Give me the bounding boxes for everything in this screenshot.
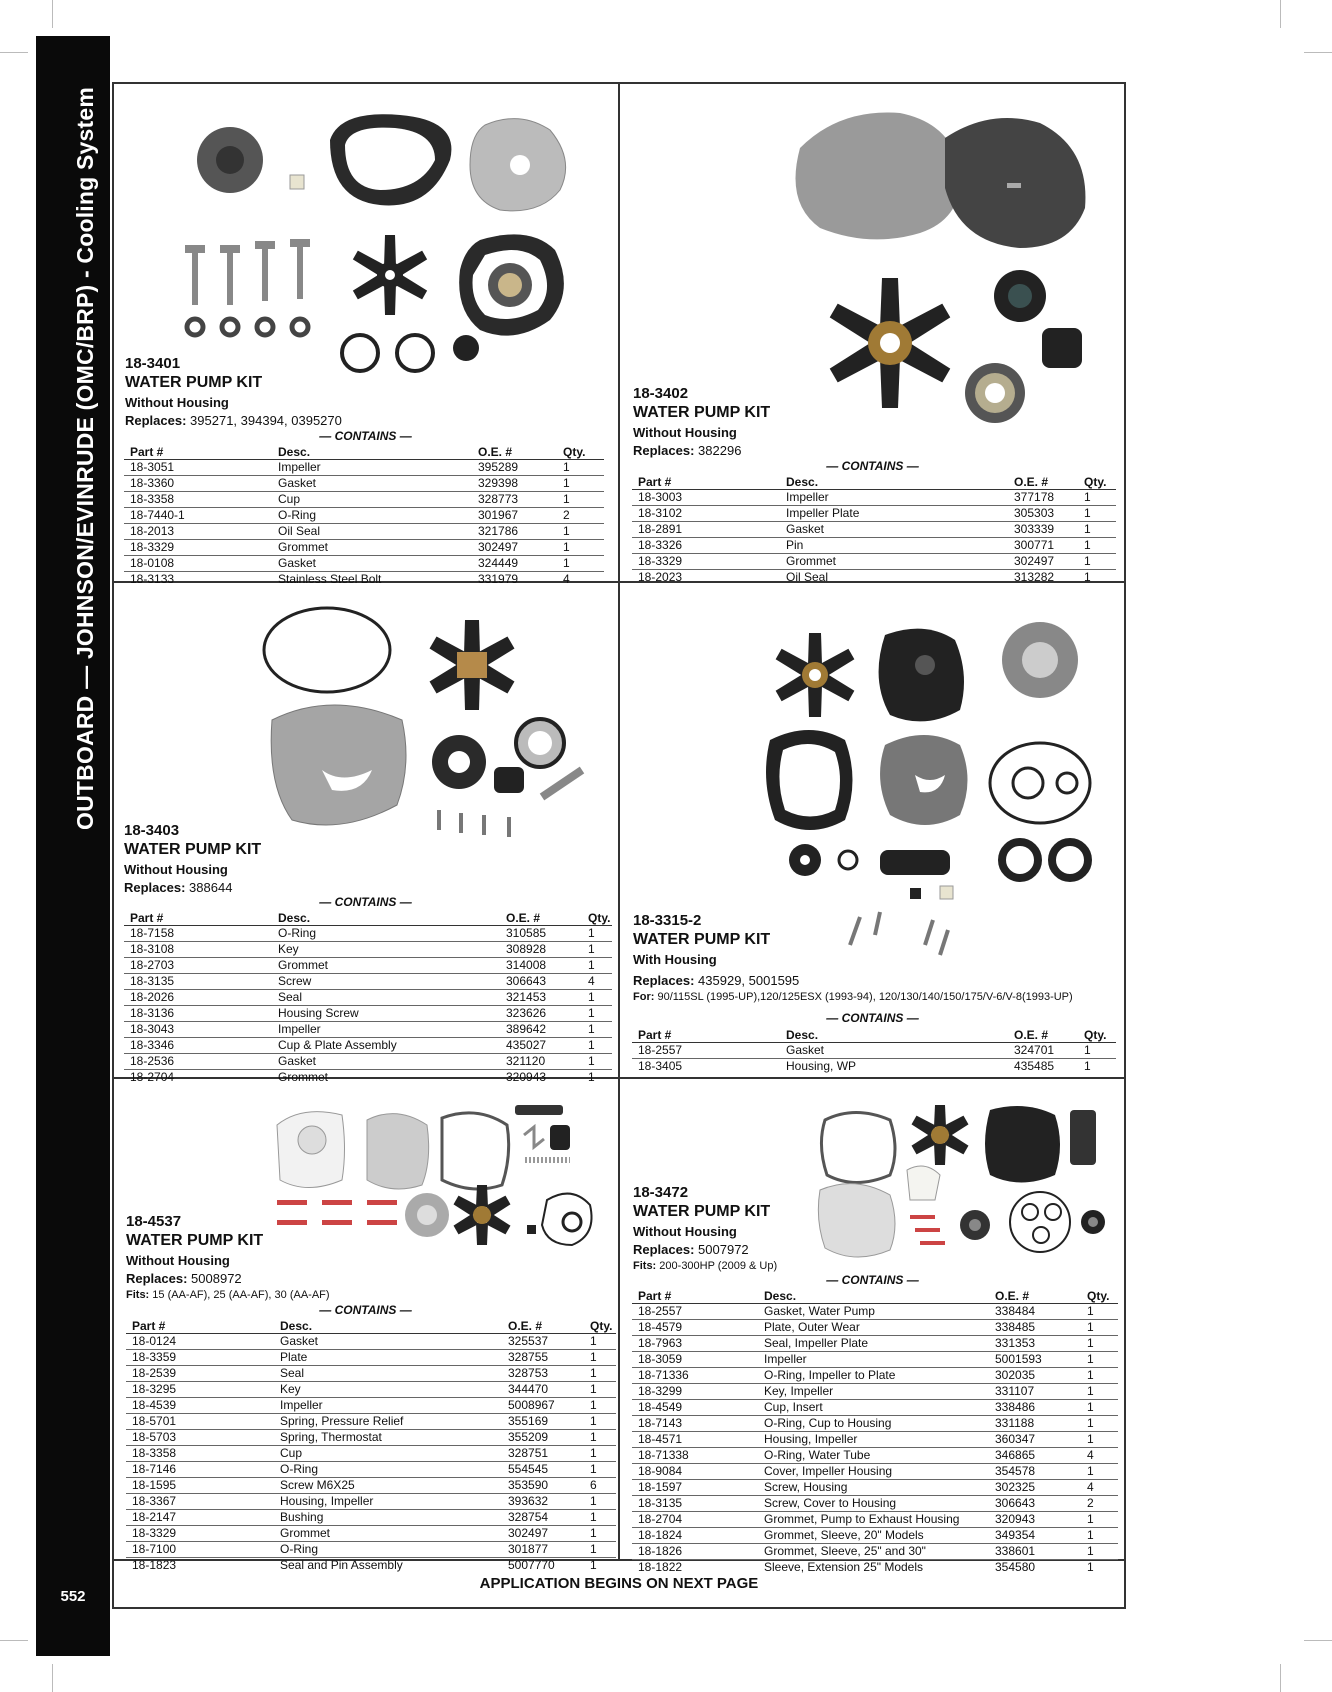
table-row: 18-2536 Gasket 321120 1 [124,1054,612,1070]
kit-part-number: 18-3472 [633,1184,689,1201]
table-row: 18-0108 Gasket 324449 1 [124,556,604,572]
table-row: 18-1823 Seal and Pin Assembly 5007770 1 [132,1558,597,1572]
kit-18-3315-2-info [633,912,1073,1003]
table-row: 18-4539 Impeller 5008967 1 [126,1398,616,1414]
table-row: 18-1826 Grommet, Sleeve, 25" and 30" 338601 1 [632,1544,1118,1560]
kit-part-number: 18-3402 [633,385,689,402]
kit-18-3402-info [633,385,770,458]
kit-18-3315-2-photo [765,620,1105,960]
table-row: 18-4549 Cup, Insert 338486 1 [632,1400,1118,1416]
table-row: 18-3135 Screw 306643 4 [124,974,612,990]
table-row: 18-2539 Seal 328753 1 [126,1366,616,1382]
contains-label: — CONTAINS — [826,459,919,473]
table-row: 18-7158 O-Ring 310585 1 [124,926,612,942]
kit-18-3472-info [633,1184,777,1272]
table-row: 18-3135 Screw, Cover to Housing 306643 2 [632,1496,1118,1512]
table-row: 18-1822 Sleeve, Extension 25" Models 354580 1 [638,1560,1094,1574]
col-qty: Qty. [1078,474,1116,490]
table-row: 18-3367 Housing, Impeller 393632 1 [126,1494,616,1510]
kit-subtitle: Without Housing [633,1224,737,1239]
table-row: 18-7143 O-Ring, Cup to Housing 331188 1 [632,1416,1118,1432]
kit-18-3403-photo [262,605,597,840]
table-row: 18-3358 Cup 328751 1 [126,1446,616,1462]
kit-part-number: 18-4537 [126,1213,182,1230]
table-row: 18-3358 Cup 328773 1 [124,492,604,508]
table-row: 18-2704 Grommet 320943 1 [130,1070,595,1084]
kit-title: WATER PUMP KIT [633,404,771,421]
table-row: 18-3360 Gasket 329398 1 [124,476,604,492]
table-row: 18-3346 Cup & Plate Assembly 435027 1 [124,1038,612,1054]
table-row: 18-2891 Gasket 303339 1 [632,522,1116,538]
kit-replaces: Replaces: 388644 [124,880,233,895]
table-row: 18-3133 Stainless Steel Bolt 331979 4 [130,572,570,586]
kit-fits: Fits: 15 (AA-AF), 25 (AA-AF), 30 (AA-AF) [126,1289,330,1301]
col-oe: O.E. # [500,910,582,926]
kit-subtitle: Without Housing [125,395,229,410]
kit-title: WATER PUMP KIT [125,374,263,391]
kit-replaces: Replaces: 382296 [633,443,742,458]
col-part: Part # [124,910,272,926]
kit-18-3402-table [632,474,1116,585]
kit-18-3403-info [124,822,261,895]
kit-replaces: Replaces: 395271, 394394, 0395270 [125,413,342,428]
table-row: 18-3136 Housing Screw 323626 1 [124,1006,612,1022]
col-desc: Desc. [758,1288,989,1304]
col-qty: Qty. [1078,1027,1116,1043]
table-row: 18-7963 Seal, Impeller Plate 331353 1 [632,1336,1118,1352]
col-desc: Desc. [272,910,500,926]
table-row: 18-4579 Plate, Outer Wear 338485 1 [632,1320,1118,1336]
table-row: 18-3329 Grommet 302497 1 [126,1526,616,1542]
kit-replaces: Replaces: 5008972 [126,1271,242,1286]
col-qty: Qty. [582,910,612,926]
table-row: 18-2557 Gasket 324701 1 [632,1043,1116,1059]
section-title: OUTBOARD — JOHNSON/EVINRUDE (OMC/BRP) - Cooling System [72,86,98,830]
table-row: 18-3059 Impeller 5001593 1 [632,1352,1118,1368]
kit-18-3315-2-table [632,1027,1116,1074]
col-desc: Desc. [780,1027,1008,1043]
table-row: 18-3051 Impeller 395289 1 [124,460,604,476]
table-row: 18-1824 Grommet, Sleeve, 20" Models 349354 1 [632,1528,1118,1544]
col-oe: O.E. # [989,1288,1081,1304]
col-part: Part # [632,1027,780,1043]
kit-replaces: Replaces: 435929, 5001595 [633,973,800,988]
kit-subtitle: With Housing [633,952,717,967]
contains-label: — CONTAINS — [826,1011,919,1025]
table-row: 18-9084 Cover, Impeller Housing 354578 1 [632,1464,1118,1480]
table-row: 18-3329 Grommet 302497 1 [124,540,604,556]
col-oe: O.E. # [1008,474,1078,490]
kit-subtitle: Without Housing [633,425,737,440]
table-row: 18-3329 Grommet 302497 1 [632,554,1116,570]
kit-fits: For: 90/115SL (1995-UP),120/125ESX (1993-94), 120/130/140/150/175/V-6/V-8(1993-UP) [633,991,1073,1003]
kit-subtitle: Without Housing [126,1253,230,1268]
kit-18-3401-table [124,444,604,587]
contains-label: — CONTAINS — [826,1273,919,1287]
table-row: 18-3102 Impeller Plate 305303 1 [632,506,1116,522]
col-oe: O.E. # [1008,1027,1078,1043]
col-desc: Desc. [780,474,1008,490]
contains-label: — CONTAINS — [319,895,412,909]
table-row: 18-3295 Key 344470 1 [126,1382,616,1398]
table-row: 18-3299 Key, Impeller 331107 1 [632,1384,1118,1400]
table-row: 18-0124 Gasket 325537 1 [126,1334,616,1350]
table-row: 18-5703 Spring, Thermostat 355209 1 [126,1430,616,1446]
kit-title: WATER PUMP KIT [126,1232,264,1249]
col-part: Part # [126,1318,274,1334]
kit-replaces: Replaces: 5007972 [633,1242,749,1257]
table-row: 18-3359 Plate 328755 1 [126,1350,616,1366]
kit-part-number: 18-3315-2 [633,912,702,929]
table-row: 18-1597 Screw, Housing 302325 4 [632,1480,1118,1496]
kit-fits: Fits: 200-300HP (2009 & Up) [633,1260,778,1272]
footer-note: APPLICATION BEGINS ON NEXT PAGE [479,1575,759,1592]
table-row: 18-2704 Grommet, Pump to Exhaust Housing 320943 1 [632,1512,1118,1528]
col-part: Part # [632,1288,758,1304]
table-row: 18-3003 Impeller 377178 1 [632,490,1116,506]
table-row: 18-2013 Oil Seal 321786 1 [124,524,604,540]
col-oe: O.E. # [502,1318,584,1334]
table-row: 18-7146 O-Ring 554545 1 [126,1462,616,1478]
col-part: Part # [124,444,272,460]
table-row: 18-2023 Oil Seal 313282 1 [638,570,1091,584]
table-row: 18-5701 Spring, Pressure Relief 355169 1 [126,1414,616,1430]
col-qty: Qty. [1081,1288,1118,1304]
kit-part-number: 18-3403 [124,822,180,839]
col-qty: Qty. [557,444,604,460]
table-row: 18-7100 O-Ring 301877 1 [126,1542,616,1558]
table-row: 18-4571 Housing, Impeller 360347 1 [632,1432,1118,1448]
table-row: 18-2026 Seal 321453 1 [124,990,612,1006]
table-row: 18-2147 Bushing 328754 1 [126,1510,616,1526]
col-oe: O.E. # [472,444,557,460]
kit-18-3401-info [125,355,342,428]
table-row: 18-7440-1 O-Ring 301967 2 [124,508,604,524]
col-desc: Desc. [274,1318,502,1334]
kit-title: WATER PUMP KIT [124,841,262,858]
table-row: 18-2557 Gasket, Water Pump 338484 1 [632,1304,1118,1320]
contains-label: — CONTAINS — [319,1303,412,1317]
kit-part-number: 18-3401 [125,355,181,372]
kit-18-3472-table [632,1288,1118,1575]
kit-18-3472-photo [815,1100,1115,1260]
table-row: 18-71338 O-Ring, Water Tube 346865 4 [632,1448,1118,1464]
page-number: 552 [60,1588,86,1605]
kit-18-3403-table [124,910,612,1085]
table-row: 18-2703 Grommet 314008 1 [124,958,612,974]
table-row: 18-71336 O-Ring, Impeller to Plate 302035 1 [632,1368,1118,1384]
kit-18-4537-table [126,1318,616,1573]
kit-18-4537-info [126,1213,330,1301]
col-qty: Qty. [584,1318,616,1334]
kit-18-3401-photo [180,110,600,380]
kit-18-3402-photo [780,108,1110,438]
col-part: Part # [632,474,780,490]
table-row: 18-3108 Key 308928 1 [124,942,612,958]
contains-label: — CONTAINS — [319,429,412,443]
kit-subtitle: Without Housing [124,862,228,877]
table-row: 18-1595 Screw M6X25 353590 6 [126,1478,616,1494]
table-row: 18-3405 Housing, WP 435485 1 [638,1059,1091,1073]
table-row: 18-3043 Impeller 389642 1 [124,1022,612,1038]
col-desc: Desc. [272,444,472,460]
kit-title: WATER PUMP KIT [633,1203,771,1220]
table-row: 18-3326 Pin 300771 1 [632,538,1116,554]
kit-title: WATER PUMP KIT [633,931,771,948]
